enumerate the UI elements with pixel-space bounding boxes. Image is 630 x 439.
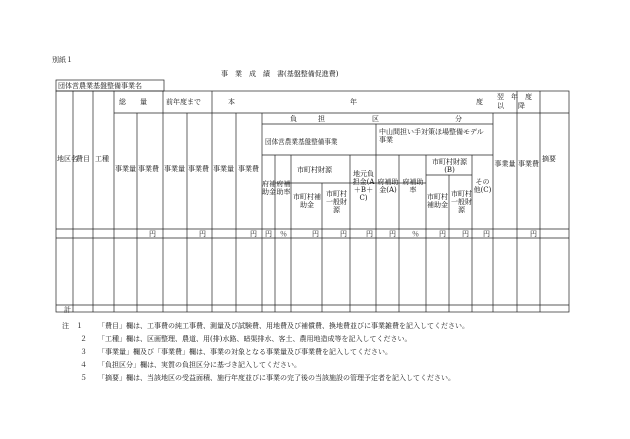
col-yokunen: 翌 年 度 xyxy=(497,93,532,101)
col-chiho: 地元負担金(A＋B＋C) xyxy=(352,170,375,202)
col-fuken-hojokin: 府補助金 xyxy=(262,180,276,196)
unit-yen: 円 xyxy=(439,230,446,238)
note-num: ４ xyxy=(80,361,87,369)
col-bun: 分 xyxy=(455,115,462,123)
col-sonota: その他(C) xyxy=(473,178,492,194)
note-num: ３ xyxy=(80,348,87,356)
total-label: 計 xyxy=(64,306,71,314)
note-num: 注 １ xyxy=(62,322,83,330)
org-name-label: 団体営農業基盤整備事業名 xyxy=(58,82,142,90)
col-shichoson-zaigen: 市町村財源 xyxy=(297,166,332,174)
col-jigyoryo-4: 事業量 xyxy=(494,160,516,168)
unit-yen: 円 xyxy=(483,230,490,238)
col-ikou: 以 降 xyxy=(497,102,525,110)
unit-yen: 円 xyxy=(462,230,469,238)
col-chiku: 地区名 xyxy=(57,155,78,163)
unit-yen: 円 xyxy=(366,230,373,238)
col-nakayama: 中山間担い手対策ほ場整備モデル事業 xyxy=(379,128,484,144)
unit-pct: ％ xyxy=(412,230,419,238)
col-nen: 年 xyxy=(350,98,357,106)
col-jigyohi-1: 事業費 xyxy=(138,165,159,173)
col-futan: 負 担 xyxy=(290,115,325,123)
document-title: 事 業 成 績 書(基盤整備促進費) xyxy=(221,70,339,78)
note-num: ２ xyxy=(80,335,87,343)
unit-yen: 円 xyxy=(199,230,206,238)
note-text: 「負担区分」欄は、実質の負担区分に基づき記入してください。 xyxy=(98,361,301,369)
unit-yen: 円 xyxy=(340,230,347,238)
unit-yen: 円 xyxy=(265,230,272,238)
col-shichoson-hojokin-1: 市町村補助金 xyxy=(293,193,321,209)
col-zennen: 前年度まで xyxy=(166,98,201,106)
col-tekiyo: 摘要 xyxy=(542,155,556,163)
col-fuken-hojoritsu-2: 府補助率 xyxy=(402,178,424,194)
col-jigyohi-3: 事業費 xyxy=(238,165,259,173)
col-jigyoryo-3: 事業量 xyxy=(213,165,234,173)
annex-label: 別紙１ xyxy=(52,56,73,64)
col-dantai: 団体営農業基盤整備事業 xyxy=(265,138,338,146)
unit-yen: 円 xyxy=(250,230,257,238)
col-hon: 本 xyxy=(228,98,235,106)
col-fuken-hojokin-a: 府補助金(A) xyxy=(377,178,399,194)
unit-yen: 円 xyxy=(312,230,319,238)
unit-pct: ％ xyxy=(280,230,287,238)
col-fuken-hojoritsu: 府補助率 xyxy=(276,180,291,196)
note-text: 「費目」欄は、工事費の純工事費、測量及び試験費、用地費及び補償費、換地費並びに事業雑費を記入してください。 xyxy=(98,322,469,330)
col-jigyoryo-1: 事業量 xyxy=(115,165,136,173)
unit-yen: 円 xyxy=(149,230,156,238)
col-shichoson-zaigen-b: 市町村財源(B) xyxy=(432,158,467,174)
col-shichoson-ippan-2: 市町村一般財源 xyxy=(451,190,472,214)
note-num: ５ xyxy=(80,374,87,382)
note-text: 「工種」欄は、区画整理、農道、用(排)水路、暗渠排水、客土、農用地造成等を記入してください。 xyxy=(98,335,412,343)
unit-yen: 円 xyxy=(389,230,396,238)
col-shichoson-hojokin-2: 市町村補助金 xyxy=(427,193,448,209)
col-koshu: 工種 xyxy=(95,155,109,163)
col-sou: 総 量 xyxy=(119,98,147,106)
col-jigyohi-2: 事業費 xyxy=(188,165,209,173)
unit-yen: 円 xyxy=(530,230,537,238)
note-text: 「事業量」欄及び「事業費」欄は、事業の対象となる事業量及び事業費を記入してください。 xyxy=(98,348,392,356)
col-jigyoryo-2: 事業量 xyxy=(164,165,185,173)
col-ku: 区 xyxy=(372,115,379,123)
note-text: 「摘要」欄は、当該地区の受益面積、施行年度並びに事業の完了後の当該施設の管理予定者を記入してください。 xyxy=(98,374,455,382)
col-shichoson-ippan-1: 市町村一般財源 xyxy=(326,190,347,214)
col-hinmoku: 費目 xyxy=(76,155,90,163)
col-do: 度 xyxy=(476,98,483,106)
col-jigyohi-4: 事業費 xyxy=(518,160,539,168)
